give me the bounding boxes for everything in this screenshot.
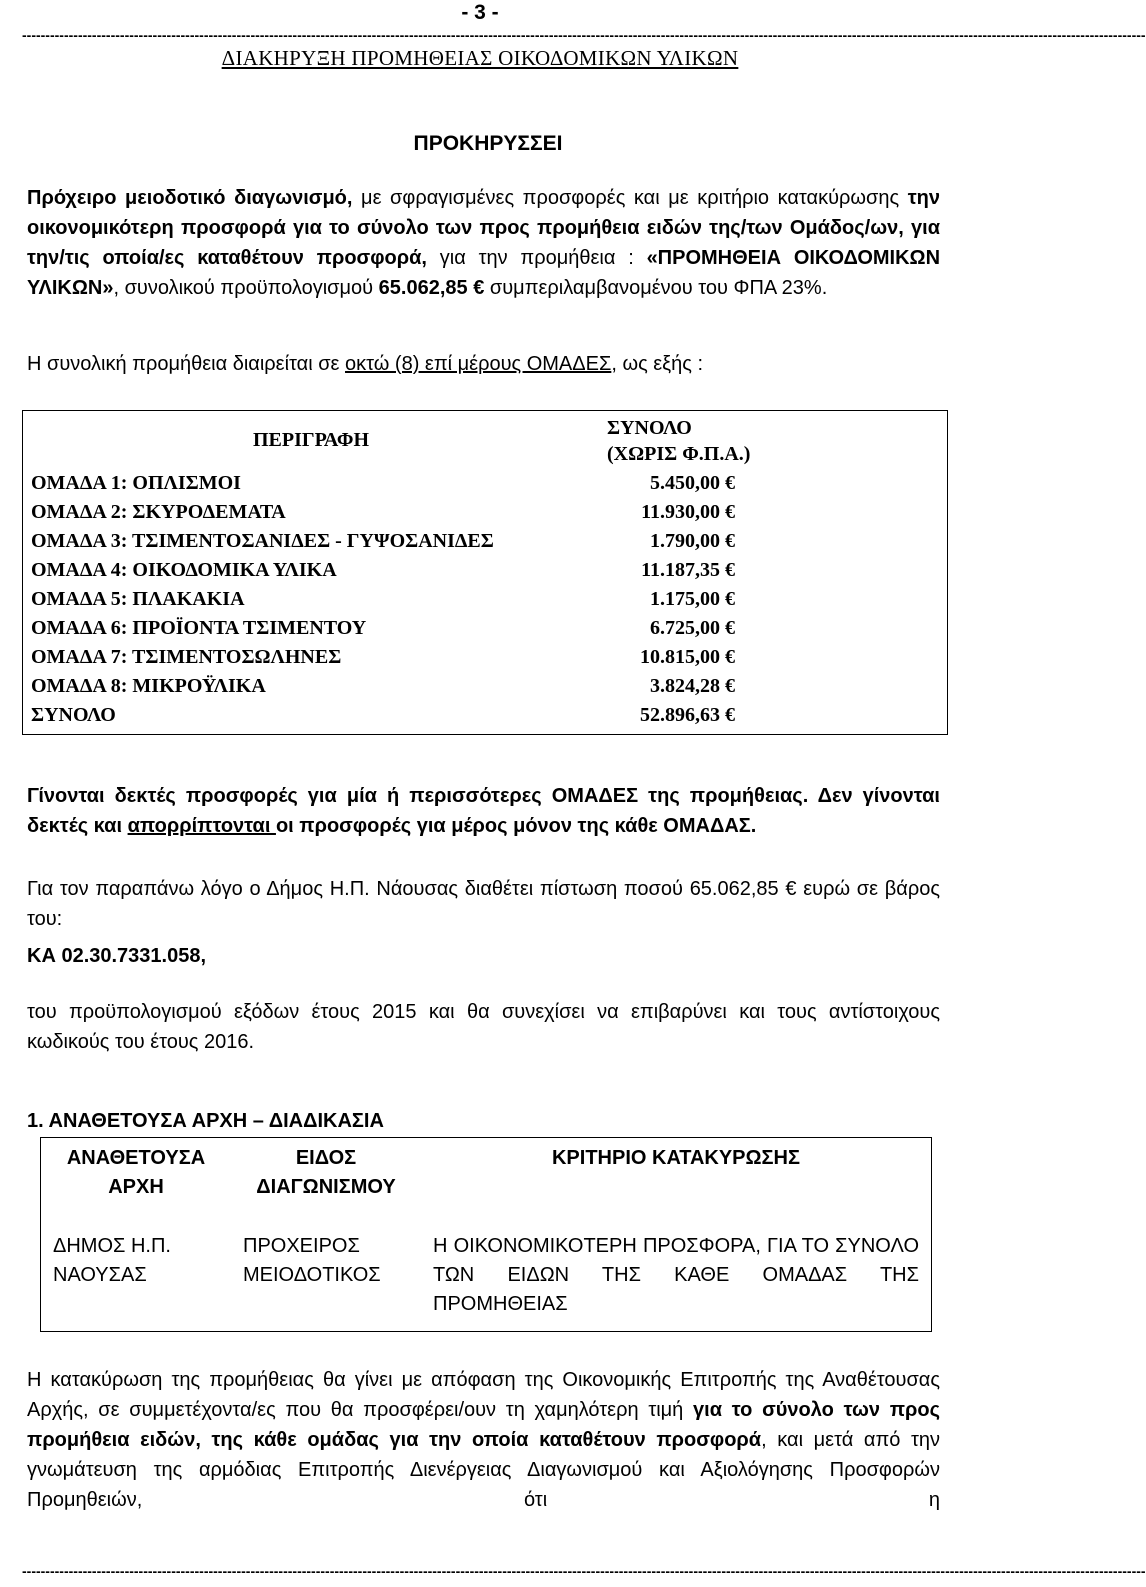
group-amount: 11.187,35 € xyxy=(641,559,735,581)
division-line xyxy=(27,349,940,379)
authority-value: ΔΗΜΟΣ Η.Π. ΝΑΟΥΣΑΣ xyxy=(53,1235,171,1286)
intro-text-1: με σφραγισμένες προσφορές και με κριτήριο κατακύρωσης xyxy=(352,187,908,209)
intro-paragraph xyxy=(27,183,940,303)
header-dash-rule: ------------------------------------------------------------------------------------------------------------------------------------------------------------------------------------------------------------------------------------------------- xyxy=(22,27,1146,43)
total-amount: 52.896,63 € xyxy=(640,704,735,726)
table-row xyxy=(23,556,948,585)
groups-col-total xyxy=(599,411,948,470)
award-text-2: , και μετά από την γνωμάτευση της αρμόδιας Επιτροπής Διενέργειας Διαγωνισμού και Αξιολόγησης Προσφορών Προμηθειών, ότι η xyxy=(27,1429,941,1511)
table-row xyxy=(23,614,948,643)
section-1-title: 1. ΑΝΑΘΕΤΟΥΣΑ ΑΡΧΗ – ΔΙΑΔΙΚΑΣΙΑ xyxy=(27,1110,384,1132)
total-label: ΣΥΝΟΛΟ xyxy=(31,704,116,726)
tender-type-value: ΠΡΟΧΕΙΡΟΣ ΜΕΙΟΔΟΤΙΚΟΣ xyxy=(243,1235,381,1286)
group-amount: 5.450,00 € xyxy=(650,472,735,494)
group-name: ΟΜΑΔΑ 2: ΣΚΥΡΟΔΕΜΑΤΑ xyxy=(31,501,286,523)
group-name: ΟΜΑΔΑ 6: ΠΡΟΪΟΝΤΑ ΤΣΙΜΕΝΤΟΥ xyxy=(31,617,367,639)
funding-paragraph: Για τον παραπάνω λόγο ο Δήμος Η.Π. Νάουσας διαθέτει πίστωση ποσού 65.062,85 € ευρώ σε βάρος του: xyxy=(27,878,940,930)
offers-not-accepted: Δεν γίνονται δεκτές και xyxy=(27,785,940,837)
group-name: ΟΜΑΔΑ 8: ΜΙΚΡΟΫΛΙΚΑ xyxy=(31,675,266,697)
table-row xyxy=(23,498,948,527)
group-amount: 1.790,00 € xyxy=(650,530,735,552)
group-name: ΟΜΑΔΑ 7: ΤΣΙΜΕΝΤΟΣΩΛΗΝΕΣ xyxy=(31,646,342,668)
proclaims-heading: ΠΡΟΚΗΡΥΣΣΕΙ xyxy=(413,132,563,155)
footer-dash-rule: ------------------------------------------------------------------------------------------------------------------------------------------------------------------------------------------------------------------------------------------------- xyxy=(22,1563,1146,1579)
group-amount: 10.815,00 € xyxy=(640,646,735,668)
group-amount: 1.175,00 € xyxy=(650,588,735,610)
group-name: ΟΜΑΔΑ 4: ΟΙΚΟΔΟΜΙΚΑ ΥΛΙΚΑ xyxy=(31,559,337,581)
group-name: ΟΜΑΔΑ 5: ΠΛΑΚΑΚΙΑ xyxy=(31,588,245,610)
table-total-row xyxy=(23,701,948,735)
table-row xyxy=(23,527,948,556)
table-row xyxy=(23,643,948,672)
group-amount: 3.824,28 € xyxy=(650,675,735,697)
division-before: Η συνολική προμήθεια διαιρείται σε xyxy=(27,353,346,375)
groups-col-total-line2: (ΧΩΡΙΣ Φ.Π.Α.) xyxy=(607,443,751,465)
intro-criterion: την οικονομικότερη προσφορά για το σύνολο των προς προμήθεια ειδών της/των Ομάδος/ων, για την/τις οποία/ες καταθέτουν προσφορά, xyxy=(27,187,940,269)
groups-col-description: ΠΕΡΙΓΡΑΦΗ xyxy=(252,428,369,451)
offers-paragraph xyxy=(27,781,940,841)
authority-header: ΑΝΑΘΕΤΟΥΣΑ ΑΡΧΗ xyxy=(66,1147,206,1198)
group-name: ΟΜΑΔΑ 1: ΟΠΛΙΣΜΟΙ xyxy=(31,472,241,494)
table-row xyxy=(23,585,948,614)
intro-text-3: , συνολικού προϋπολογισμού xyxy=(113,277,379,299)
tender-type-header: ΕΙΔΟΣ ΔΙΑΓΩΝΙΣΜΟΥ xyxy=(256,1147,396,1198)
intro-supply-title: «ΠΡΟΜΗΘΕΙΑ ΟΙΚΟΔΟΜΙΚΩΝ ΥΛΙΚΩΝ» xyxy=(27,247,941,299)
award-text-1: Η κατακύρωση της προμήθειας θα γίνει με απόφαση της Οικονομικής Επιτροπής της Αναθέτουσας Αρχής, σε συμμετέχοντα/ες που θα προσφέρει/ουν τη χαμηλότερη τιμή xyxy=(27,1369,940,1421)
authority-table-header xyxy=(41,1138,932,1227)
division-after: , ως εξής : xyxy=(611,353,704,375)
group-name: ΟΜΑΔΑ 3: ΤΣΙΜΕΝΤΟΣΑΝΙΔΕΣ - ΓΥΨΟΣΑΝΙΔΕΣ xyxy=(31,530,494,552)
authority-table xyxy=(40,1137,932,1332)
budget-code: ΚΑ 02.30.7331.058, xyxy=(27,945,207,967)
division-groups: οκτώ (8) επί μέρους ΟΜΑΔΕΣ xyxy=(345,353,612,375)
award-criterion-value: Η ΟΙΚΟΝΟΜΙΚΟΤΕΡΗ ΠΡΟΣΦΟΡΑ, ΓΙΑ ΤΟ ΣΥΝΟΛΟ ΤΩΝ ΕΙΔΩΝ ΤΗΣ ΚΑΘΕ ΟΜΑΔΑΣ ΤΗΣ ΠΡΟΜΗΘΕΙΑΣ xyxy=(433,1235,919,1315)
offers-accepted: Γίνονται δεκτές προσφορές για μία ή περισσότερες ΟΜΑΔΕΣ της προμήθειας. xyxy=(27,785,809,807)
table-row xyxy=(23,672,948,701)
authority-table-row xyxy=(41,1226,932,1332)
page-number: - 3 - xyxy=(461,1,499,24)
offers-partial: οι προσφορές για μέρος μόνον της κάθε ΟΜΑΔΑΣ. xyxy=(275,815,757,837)
intro-tender-type: Πρόχειρο μειοδοτικό διαγωνισμό, xyxy=(27,187,353,209)
group-amount: 6.725,00 € xyxy=(650,617,735,639)
intro-text-4: συμπεριλαμβανομένου του ΦΠΑ 23%. xyxy=(484,277,828,299)
group-amount: 11.930,00 € xyxy=(641,501,735,523)
award-criterion: για το σύνολο των προς προμήθεια ειδών, της κάθε ομάδας για την οποία καταθέτουν προσφορά xyxy=(27,1399,941,1451)
budget-paragraph: του προϋπολογισμού εξόδων έτους 2015 και θα συνεχίσει να επιβαρύνει και τους αντίστοιχους κωδικούς του έτους 2016. xyxy=(27,1001,940,1053)
groups-col-total-line1: ΣΥΝΟΛΟ xyxy=(607,417,692,439)
table-row xyxy=(23,469,948,498)
award-criterion-header: ΚΡΙΤΗΡΙΟ ΚΑΤΑΚΥΡΩΣΗΣ xyxy=(551,1147,801,1169)
document-title: ΔΙΑΚΗΡΥΞΗ ΠΡΟΜΗΘΕΙΑΣ ΟΙΚΟΔΟΜΙΚΩΝ ΥΛΙΚΩΝ xyxy=(221,46,739,70)
offers-rejected: απορρίπτονται xyxy=(127,815,276,837)
intro-text-2: για την προμήθεια : xyxy=(427,247,647,269)
award-paragraph xyxy=(27,1365,940,1515)
groups-table xyxy=(22,410,948,735)
intro-budget: 65.062,85 € xyxy=(378,277,485,299)
groups-table-header xyxy=(23,411,948,470)
